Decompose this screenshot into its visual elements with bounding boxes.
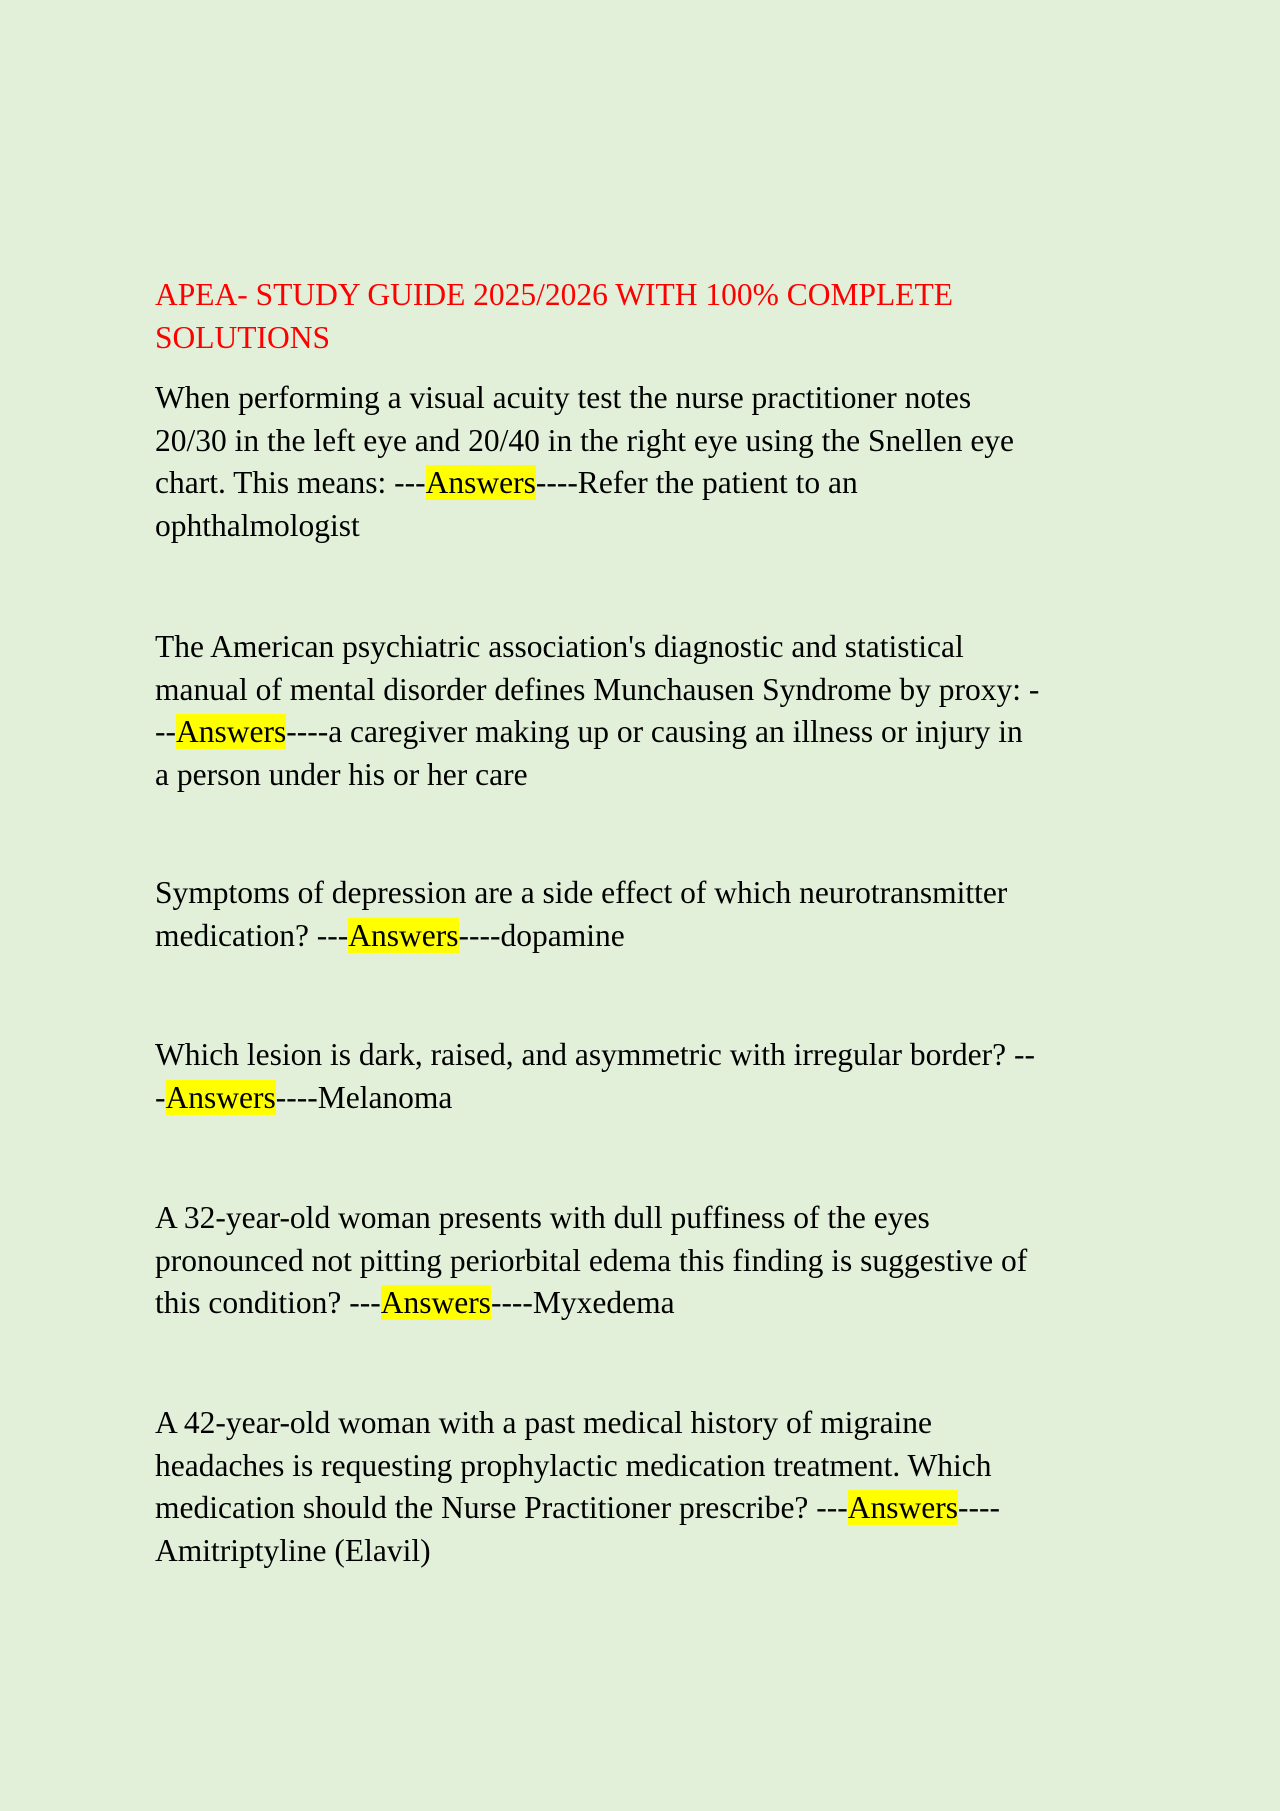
answer-line	[155, 711, 1155, 754]
qa-item	[155, 1034, 1155, 1119]
answers-highlight: Answers	[348, 917, 459, 953]
answers-highlight: Answers	[847, 1490, 959, 1525]
answer-text: ----a caregiver making up or causing an illness or injury in	[286, 714, 1023, 749]
qa-item	[155, 377, 1155, 547]
answer-text: ----Myxedema	[490, 1285, 675, 1320]
answer-text: ----	[958, 1490, 1000, 1525]
question-line: headaches is requesting prophylactic medication treatment. Which	[155, 1447, 992, 1483]
answer-line	[155, 462, 1155, 505]
answers-highlight: Answers	[425, 465, 536, 500]
question-text: -	[155, 1079, 166, 1115]
answer-text: ----Melanoma	[275, 1079, 453, 1115]
question-line: A 32-year-old woman presents with dull puffiness of the eyes	[155, 1200, 930, 1235]
answers-highlight: Answers	[175, 714, 287, 749]
question-line: The American psychiatric association's diagnostic and statistical	[155, 629, 964, 664]
title-line: SOLUTIONS	[155, 319, 331, 355]
question-line: Which lesion is dark, raised, and asymmetric with irregular border? --	[155, 1037, 1035, 1072]
answer-line	[155, 915, 1155, 958]
question-text: medication should the Nurse Practitioner prescribe? ---	[155, 1490, 848, 1525]
question-text: chart. This means: ---	[155, 465, 426, 500]
title-line: APEA- STUDY GUIDE 2025/2026 WITH 100% COMPLETE	[155, 277, 953, 312]
answer-line: ophthalmologist	[155, 507, 360, 543]
answer-text: ----dopamine	[458, 917, 625, 953]
qa-item	[155, 1402, 1155, 1572]
qa-item	[155, 1197, 1155, 1325]
question-line: A 42-year-old woman with a past medical history of migraine	[155, 1405, 933, 1440]
answer-line: Amitriptyline (Elavil)	[155, 1532, 431, 1568]
question-text: this condition? ---	[155, 1285, 381, 1320]
answer-line	[155, 1282, 1155, 1325]
answers-highlight: Answers	[380, 1285, 491, 1320]
qa-item	[155, 872, 1155, 957]
answer-line	[155, 1487, 1155, 1530]
document-title	[155, 274, 1155, 359]
question-line: 20/30 in the left eye and 20/40 in the right eye using the Snellen eye	[155, 422, 1015, 458]
question-line: manual of mental disorder defines Munchausen Syndrome by proxy: -	[155, 671, 1040, 707]
question-line: When performing a visual acuity test the nurse practitioner notes	[155, 380, 972, 415]
question-text: --	[155, 714, 176, 749]
question-line: pronounced not pitting periorbital edema this finding is suggestive of	[155, 1242, 1028, 1278]
answers-highlight: Answers	[165, 1079, 276, 1115]
answer-text: ----Refer the patient to an	[535, 465, 858, 500]
qa-item	[155, 626, 1155, 796]
answer-line	[155, 1077, 1155, 1120]
question-line: Symptoms of depression are a side effect of which neurotransmitter	[155, 875, 1008, 910]
answer-line: a person under his or her care	[155, 756, 528, 792]
question-text: medication? ---	[155, 917, 349, 953]
